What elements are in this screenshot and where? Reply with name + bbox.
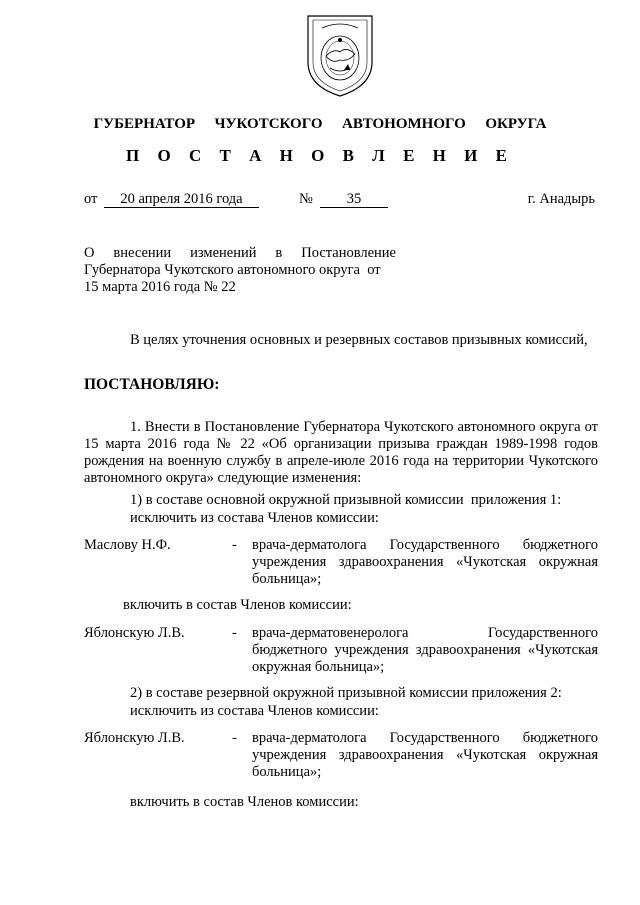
subject <box>84 245 396 296</box>
section-2-include-label: включить в состав Членов комиссии: <box>130 794 359 810</box>
coat-of-arms-icon <box>300 12 380 98</box>
member-name: Яблонскую Л.В. <box>84 730 185 746</box>
document-type: П О С Т А Н О В Л Е Н И Е <box>126 146 514 165</box>
section-2-title: 2) в составе резервной окружной призывной комиссии приложения 2: <box>130 685 562 701</box>
subject-line-1: О внесении изменений в Постановление <box>84 245 396 261</box>
member-name: Маслову Н.Ф. <box>84 537 171 553</box>
item-1: 1. Внести в Постановление Губернатора Чукотского автономного округа от 15 марта 2016 года № 22 «Об организации призыва граждан 1989-1998 годов рождения на военную службу в апреле-июле 2016 года на территории Чукотского автономного округа» следующие изменения: <box>84 419 598 486</box>
dash: - <box>232 537 237 553</box>
member-position: врача-дерматовенеролога Государственного бюджетного учреждения здравоохранения «Чукотская окружная больница»; <box>252 625 598 675</box>
section-2-exclude-row <box>84 730 598 782</box>
dash: - <box>232 730 237 746</box>
section-1-title: 1) в составе основной окружной призывной комиссии приложения 1: <box>130 492 562 508</box>
section-1-exclude-label: исключить из состава Членов комиссии: <box>130 510 379 526</box>
section-2-exclude-label: исключить из состава Членов комиссии: <box>130 703 379 719</box>
preamble: В целях уточнения основных и резервных составов призывных комиссий, <box>130 332 588 348</box>
section-1-include-label: включить в состав Членов комиссии: <box>123 597 352 613</box>
member-position: врача-дерматолога Государственного бюджетного учреждения здравоохранения «Чукотская окружная больница»; <box>252 730 598 780</box>
subject-line-2: Губернатора Чукотского автономного округа от <box>84 262 381 278</box>
date-label: от <box>84 191 98 207</box>
number-label: № <box>299 191 313 207</box>
member-name: Яблонскую Л.В. <box>84 625 185 641</box>
decree-word: ПОСТАНОВЛЯЮ: <box>84 376 220 393</box>
issuing-authority: ГУБЕРНАТОР ЧУКОТСКОГО АВТОНОМНОГО ОКРУГА <box>93 116 547 132</box>
section-1-include-row <box>84 625 598 677</box>
dash: - <box>232 625 237 641</box>
member-position: врача-дерматолога Государственного бюджетного учреждения здравоохранения «Чукотская окружная больница»; <box>252 537 598 587</box>
city: г. Анадырь <box>527 191 595 207</box>
subject-line-3: 15 марта 2016 года № 22 <box>84 279 236 295</box>
document-number: 35 <box>320 191 388 208</box>
document-date: 20 апреля 2016 года <box>104 191 259 208</box>
section-1-exclude-row <box>84 537 598 589</box>
